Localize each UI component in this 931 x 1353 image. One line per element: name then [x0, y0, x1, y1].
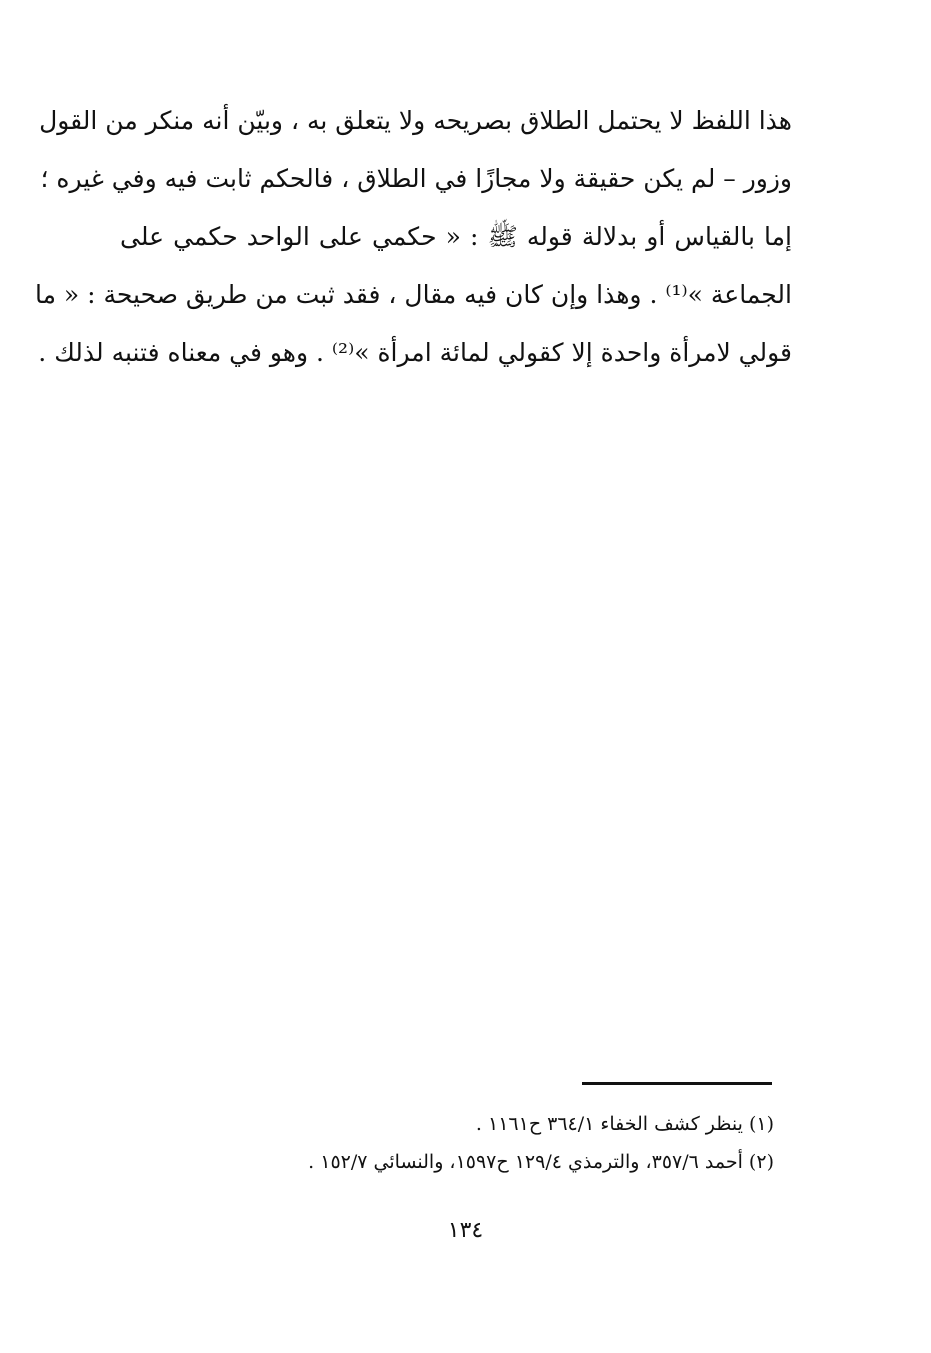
page-number: ١٣٤ — [447, 1218, 484, 1243]
body-line-1: هذا اللفظ لا يحتمل الطلاق بصريحه ولا يتعلق به ، وبيّن أنه منكر من القول — [39, 106, 792, 135]
footnote-2: (٢) أحمد ٣٥٧/٦، والترمذي ١٢٩/٤ ح١٥٩٧، والنسائي ١٥٢/٧ . — [308, 1151, 774, 1173]
footnotes — [200, 1105, 774, 1181]
body-paragraph — [34, 92, 792, 382]
footnote-divider — [582, 1082, 772, 1085]
body-line-4: الجماعة »⁽¹⁾ . وهذا وإن كان فيه مقال ، فقد ثبت من طريق صحيحة : « ما — [34, 280, 792, 309]
body-line-5: قولي لامرأة واحدة إلا كقولي لمائة امرأة »⁽²⁾ . وهو في معناه فتنبه لذلك . — [38, 338, 792, 367]
footnote-1: (١) ينظر كشف الخفاء ٣٦٤/١ ح١١٦١ . — [475, 1113, 774, 1135]
body-line-2: وزور – لم يكن حقيقة ولا مجازًا في الطلاق ، فالحكم ثابت فيه وفي غيره ؛ — [40, 164, 792, 193]
body-line-3: إما بالقياس أو بدلالة قوله ﷺ : « حكمي على الواحد حكمي على — [120, 222, 792, 251]
